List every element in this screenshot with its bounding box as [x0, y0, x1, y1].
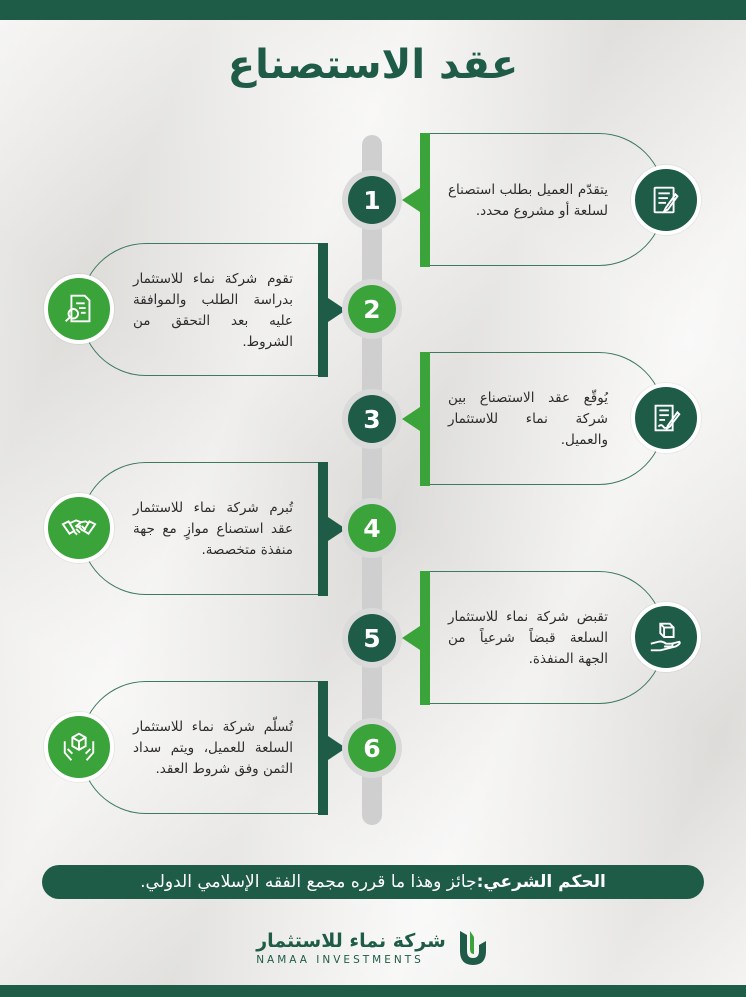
- handshake-icon: [44, 493, 114, 563]
- document-search-icon: [44, 274, 114, 344]
- brand-logo: [0, 925, 746, 971]
- step-card-accent: [318, 462, 328, 596]
- box-in-hand-icon: [631, 602, 701, 672]
- brand-name-en: NAMAA INVESTMENTS: [256, 954, 424, 966]
- step-card-accent: [420, 133, 430, 267]
- contract-sign-icon: [631, 383, 701, 453]
- box-in-hands-icon: [44, 712, 114, 782]
- step-text-1: يتقدّم العميل بطلب استصناع لسلعة أو مشروع محدد.: [448, 181, 608, 219]
- step-card-6: [80, 681, 328, 814]
- brand-name-ar: شركة نماء للاستثمار: [256, 930, 446, 952]
- bottom-border-bar: [0, 985, 746, 997]
- step-card-4: [80, 462, 328, 595]
- step-card-accent: [420, 571, 430, 705]
- step-card-accent: [318, 243, 328, 377]
- step-number-2: 2: [342, 279, 402, 339]
- step-card-1: [420, 133, 665, 266]
- step-number-6: 6: [342, 718, 402, 778]
- document-pen-icon: [631, 165, 701, 235]
- step-card-accent: [420, 352, 430, 486]
- step-card-2: [80, 243, 328, 376]
- step-card-3: [420, 352, 665, 485]
- page-title: عقد الاستصناع: [227, 42, 519, 88]
- step-text-2: تقوم شركة نماء للاستثمار بدراسة الطلب والموافقة عليه بعد التحقق من الشروط.: [133, 270, 293, 350]
- sharia-ruling-banner: [42, 865, 704, 899]
- step-card-5: [420, 571, 665, 704]
- step-text-6: تُسلّم شركة نماء للاستثمار السلعة للعميل، ويتم سداد الثمن وفق شروط العقد.: [133, 719, 293, 777]
- step-number-4: 4: [342, 498, 402, 558]
- step-text-4: تُبرم شركة نماء للاستثمار عقد استصناع موازٍ مع جهة منفذة متخصصة.: [133, 500, 293, 558]
- step-number-1: 1: [342, 170, 402, 230]
- ruling-text: جائز وهذا ما قرره مجمع الفقه الإسلامي الدولي.: [140, 872, 477, 892]
- step-number-5: 5: [342, 608, 402, 668]
- step-number-3: 3: [342, 389, 402, 449]
- top-border-bar: [0, 0, 746, 20]
- step-text-3: يُوقّع عقد الاستصناع بين شركة نماء للاستثمار والعميل.: [448, 390, 608, 448]
- ruling-label: الحكم الشرعي:: [476, 872, 606, 892]
- step-text-5: تقبض شركة نماء للاستثمار السلعة قبضاً شرعياً من الجهة المنفذة.: [448, 609, 608, 667]
- brand-names: [256, 930, 446, 966]
- step-card-accent: [318, 681, 328, 815]
- namaa-logo-icon: [456, 927, 490, 969]
